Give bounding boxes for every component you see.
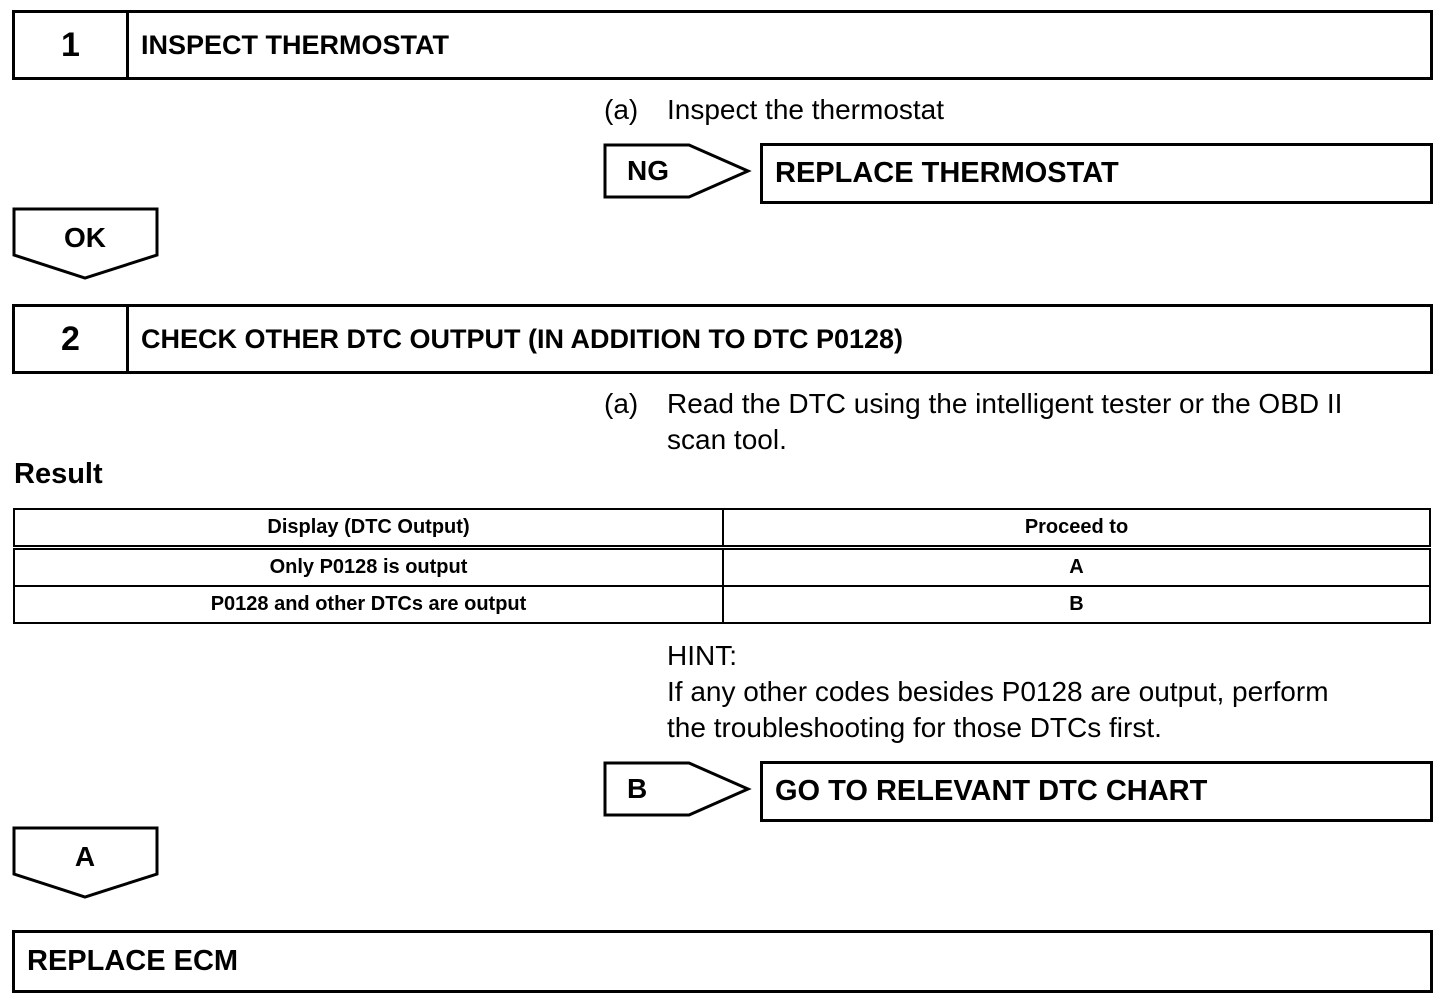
step2-header	[12, 304, 1433, 374]
relevant-dtc-chart-box	[760, 761, 1433, 822]
step1-header	[12, 10, 1433, 80]
ok-label: OK	[64, 222, 106, 253]
step2-title: CHECK OTHER DTC OUTPUT (IN ADDITION TO DTC P0128)	[141, 323, 904, 354]
replace-ecm-box	[12, 930, 1433, 993]
table-cell-proceed: A	[723, 548, 1430, 587]
result-heading: Result	[14, 458, 103, 490]
b-arrow-tag	[603, 761, 753, 818]
a-label: A	[74, 841, 96, 872]
result-table	[13, 508, 1431, 624]
hint-line1: If any other codes besides P0128 are output, perform	[667, 676, 1329, 707]
step1-instruction: Inspect the thermostat	[667, 94, 945, 125]
b-label: B	[627, 773, 648, 804]
table-cell-proceed: B	[723, 586, 1430, 623]
step1-number: 1	[15, 13, 129, 77]
ng-label: NG	[627, 155, 669, 186]
table-header-row	[14, 509, 1430, 548]
final-title: REPLACE ECM	[27, 945, 239, 977]
a-down-tag	[12, 826, 160, 900]
step2-number: 2	[15, 307, 129, 371]
step1-instruction-marker: (a)	[604, 94, 639, 125]
b-result-label: GO TO RELEVANT DTC CHART	[775, 775, 1208, 807]
step1-title: INSPECT THERMOSTAT	[141, 29, 449, 60]
table-row	[14, 548, 1430, 587]
ng-result-label: REPLACE THERMOSTAT	[775, 157, 1119, 189]
step2-instruction-marker: (a)	[604, 388, 639, 419]
replace-thermostat-box	[760, 143, 1433, 204]
table-header-proceed: Proceed to	[723, 509, 1430, 548]
hint-label: HINT:	[667, 640, 737, 671]
step2-instruction-line2: scan tool.	[667, 424, 787, 455]
step2-instruction-line1: Read the DTC using the intelligent tester or the OBD II	[667, 388, 1343, 419]
ok-down-tag	[12, 207, 160, 281]
ng-arrow-tag	[603, 143, 753, 200]
table-header-display: Display (DTC Output)	[14, 509, 723, 548]
table-cell-display: P0128 and other DTCs are output	[14, 586, 723, 623]
table-row	[14, 586, 1430, 623]
hint-line2: the troubleshooting for those DTCs first.	[667, 712, 1162, 743]
table-cell-display: Only P0128 is output	[14, 548, 723, 587]
